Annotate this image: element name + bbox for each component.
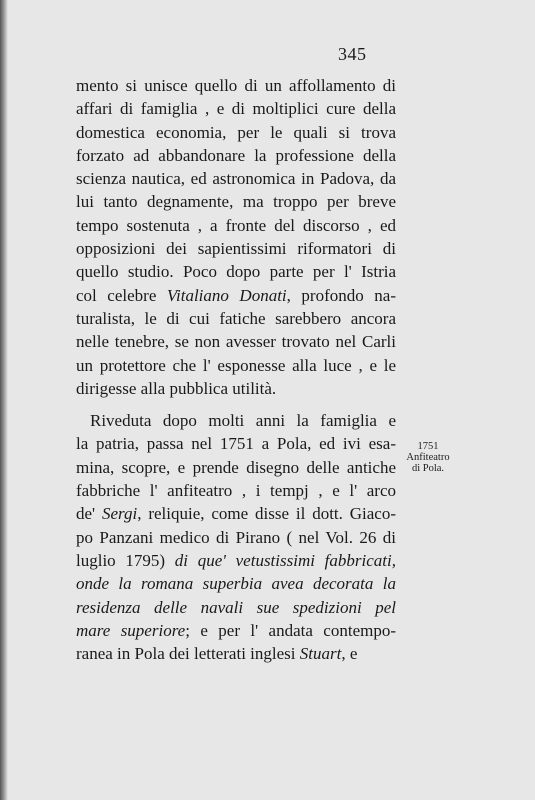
text-line: [76, 97, 396, 120]
italic-text: Stuart: [299, 644, 342, 664]
text-line: [76, 74, 396, 97]
margin-note-line-1: Anfiteatro: [406, 452, 450, 463]
text-segment: forzato ad abbandonare la professione della: [76, 145, 396, 165]
text-line: [76, 409, 396, 432]
paragraph-1: [76, 74, 396, 400]
paragraph-2: [76, 409, 396, 665]
text-line: [76, 121, 396, 144]
margin-note-year: 1751: [417, 441, 439, 452]
text-segment: domestica economia, per le quali si trova: [76, 122, 396, 142]
paragraph-gap: [76, 400, 396, 409]
text-line: [76, 572, 396, 595]
italic-text: residenza delle navali sue spedizioni pel: [76, 597, 396, 617]
text-line: [76, 307, 396, 330]
text-line: [76, 619, 396, 642]
text-segment: quello studio. Poco dopo parte per l' Istria: [76, 262, 396, 282]
text-segment: turalista, le di cui fatiche sarebbero ancora: [76, 308, 396, 328]
text-line: [76, 549, 396, 572]
italic-text: mare superiore: [76, 620, 186, 640]
text-line: [76, 596, 396, 619]
text-segment: po Panzani medico di Pirano ( nel Vol. 26 di: [76, 527, 396, 547]
text-segment: Riveduta dopo molti anni la famiglia e: [90, 411, 396, 431]
text-segment: tempo sostenuta , a fronte del discorso , ed: [76, 215, 396, 235]
text-line: [76, 354, 396, 377]
text-segment: ; e per l' andata contempo-: [185, 620, 396, 640]
text-line: [76, 377, 396, 400]
text-line: [76, 479, 396, 502]
text-segment: lui tanto degnamente, ma troppo per breve: [76, 192, 396, 212]
text-segment: , reliquie, come disse il dott. Giaco-: [137, 504, 396, 524]
text-line: [76, 502, 396, 525]
text-line: [76, 190, 396, 213]
text-line: [76, 260, 396, 283]
text-segment: mento si unisce quello di un affollamento di: [76, 76, 396, 95]
text-segment: col celebre: [76, 285, 167, 305]
text-line: [76, 642, 396, 665]
text-line: [76, 432, 396, 455]
text-line: [76, 214, 396, 237]
text-segment: fabbriche l' anfiteatro , i tempj , e l' arco: [76, 481, 396, 501]
text-segment: luglio 1795): [76, 550, 175, 570]
margin-note-line-2: di Pola.: [411, 463, 445, 474]
text-line: [76, 167, 396, 190]
margin-note: [392, 441, 464, 474]
text-segment: , e: [341, 644, 358, 664]
text-segment: la patria, passa nel 1751 a Pola, ed ivi esa-: [76, 434, 396, 454]
text-line: [76, 144, 396, 167]
text-line: [76, 456, 396, 479]
text-line: [76, 284, 396, 307]
text-line: [76, 237, 396, 260]
text-line: [76, 330, 396, 353]
italic-text: di que' vetustissimi fabbricati,: [174, 550, 396, 570]
text-segment: un protettore che l' esponesse alla luce , e le: [76, 355, 396, 375]
italic-text: Sergi: [101, 504, 138, 524]
text-segment: mina, scopre, e prende disegno delle antiche: [76, 457, 396, 477]
page-edge-shadow: [0, 0, 8, 800]
text-segment: opposizioni dei sapientissimi riformatori di: [76, 239, 396, 259]
text-segment: affari di famiglia , e di moltiplici cure della: [76, 99, 396, 119]
text-segment: scienza nautica, ed astronomica in Padova, da: [76, 169, 396, 189]
text-segment: de': [76, 504, 102, 524]
italic-text: onde la romana superbia avea decorata la: [76, 574, 396, 594]
text-segment: ranea in Pola dei letterati inglesi: [76, 644, 300, 664]
page-number: 345: [338, 44, 367, 64]
text-segment: nelle tenebre, se non avesser trovato nel Carli: [76, 332, 396, 352]
text-segment: , profondo na-: [286, 285, 396, 305]
text-line: [76, 526, 396, 549]
italic-text: Vitaliano Donati: [166, 285, 287, 305]
text-segment: dirigesse alla pubblica utilità.: [76, 378, 277, 398]
body-text: [76, 74, 396, 665]
